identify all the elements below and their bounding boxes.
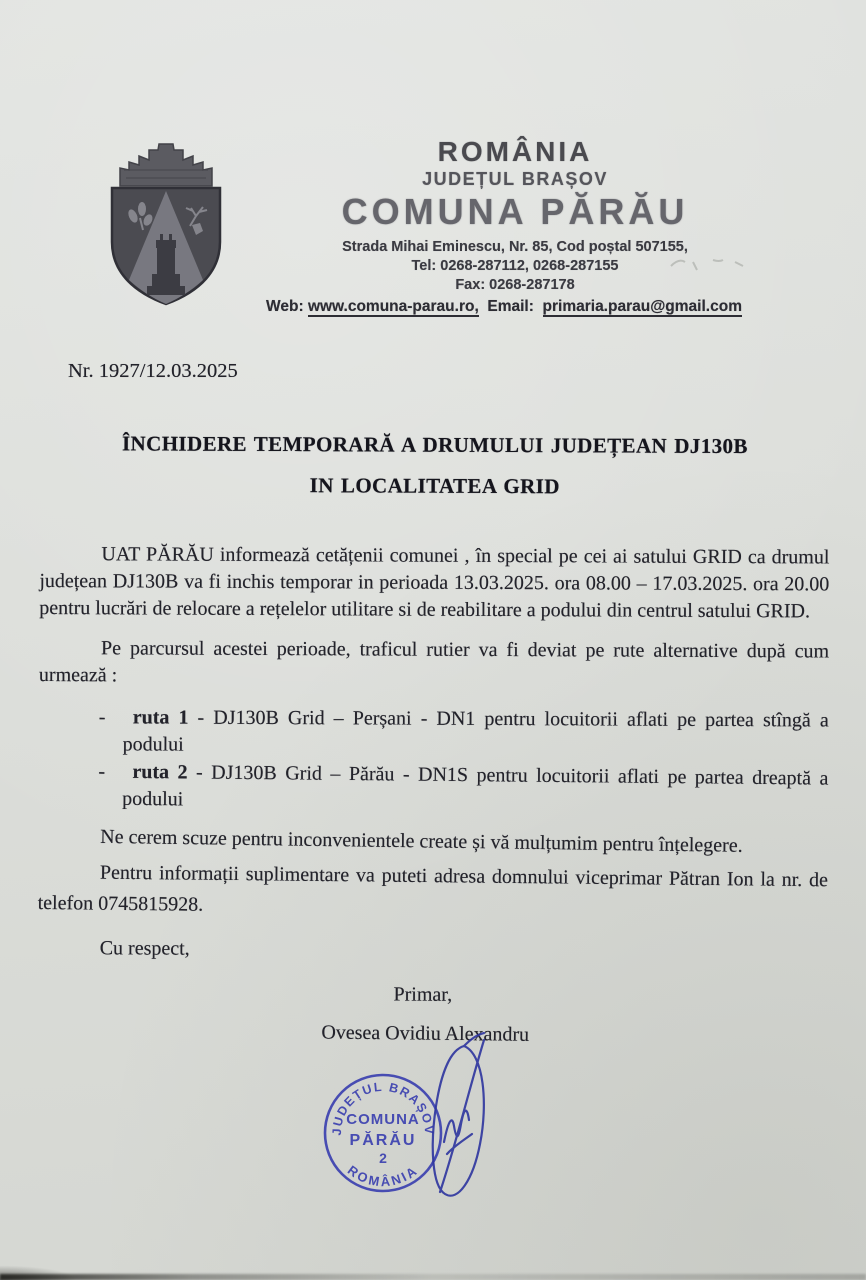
stamp-top-arc-text: JUDEȚUL BRAȘOV <box>329 1079 437 1136</box>
website-link[interactable]: www.comuna-parau.ro, <box>307 298 479 315</box>
closing-salutation: Cu respect, <box>99 937 190 960</box>
route-1-text: - DJ130B Grid – Perșani - DN1 pentru locuitorii aflati pe partea stîngă a podului <box>122 706 829 756</box>
letterhead-county: JUDEȚUL BRAȘOV <box>422 169 608 189</box>
stamp-center-line1: COMUNA <box>346 1111 420 1128</box>
route-item-1 <box>39 704 829 761</box>
stamp-bottom-arc-text: ROMÂNIA <box>344 1162 422 1190</box>
signer-title: Primar, <box>393 983 453 1006</box>
paragraph-announcement: UAT PĂRĂU informează cetățenii comunei , în special pe cei ai satului GRID ca drumul județean DJ130B va fi inchis temporar in perioada 13.03.2025. ora 08.00 – 17.03.2025. ora 20.00 pentru lucrări de relocare a rețelelor utilitare si de reabilitare a podului din centrul satului GRID. <box>39 543 830 623</box>
registration-number: Nr. 1927/12.03.2025 <box>68 360 238 382</box>
route-1-label: ruta 1 <box>132 706 189 729</box>
round-stamp <box>325 1075 441 1191</box>
letter-body <box>37 430 830 1050</box>
address-line: Strada Mihai Eminescu, Nr. 85, Cod poștal 507155, <box>342 239 688 255</box>
stamp-center-line3: 2 <box>379 1150 387 1166</box>
parau-coat-of-arms <box>100 138 232 310</box>
phone-line: Tel: 0268-287112, 0268-287155 <box>411 258 619 274</box>
route-2-text: - DJ130B Grid – Părău - DN1S pentru locuitorii aflati pe partea dreaptă a podului <box>122 761 829 811</box>
route-2-label: ruta 2 <box>132 760 188 784</box>
stamp-and-signature <box>310 1032 560 1217</box>
letterhead <box>266 136 750 316</box>
photo-corner-shadow <box>0 1264 110 1280</box>
web-label: Web: <box>266 298 304 315</box>
route-item-2 <box>38 758 828 820</box>
mural-crown <box>120 144 212 186</box>
photo-bottom-edge-shadow <box>0 1274 866 1280</box>
paragraph-apology: Ne cerem scuze pentru inconvenientele create și vă mulțumim pentru înțelegere. <box>100 825 743 857</box>
route-list <box>38 704 828 815</box>
pencil-smudge <box>665 252 755 278</box>
letter-title-line2: IN LOCALITATEA GRID <box>309 473 560 499</box>
signer-name: Ovesea Ovidiu Alexandru <box>321 1021 530 1046</box>
letterhead-commune: COMUNA PĂRĂU <box>341 191 689 232</box>
stamp-center-line2: PĂRĂU <box>349 1132 417 1149</box>
bullet-dash: - <box>98 706 106 729</box>
email-label: Email: <box>487 298 534 315</box>
fax-line: Fax: 0268-287178 <box>455 277 575 293</box>
handwritten-signature <box>433 1033 484 1196</box>
letter-title-line1: ÎNCHIDERE TEMPORARĂ A DRUMULUI JUDEȚEAN DJ130B <box>121 431 748 459</box>
email-link[interactable]: primaria.parau@gmail.com <box>542 298 742 315</box>
paragraph-detour-intro: Pe parcursul acestei perioade, traficul rutier va fi deviat pe rute alternative după cum urmează : <box>38 637 830 687</box>
bullet-dash: - <box>98 760 106 783</box>
paragraph-contact: Pentru informații suplimentare va puteti adresa domnului viceprimar Pătran Ion la nr. de telefon 0745815928. <box>37 861 829 916</box>
web-email-line <box>258 298 750 316</box>
letterhead-country: ROMÂNIA <box>437 136 593 167</box>
